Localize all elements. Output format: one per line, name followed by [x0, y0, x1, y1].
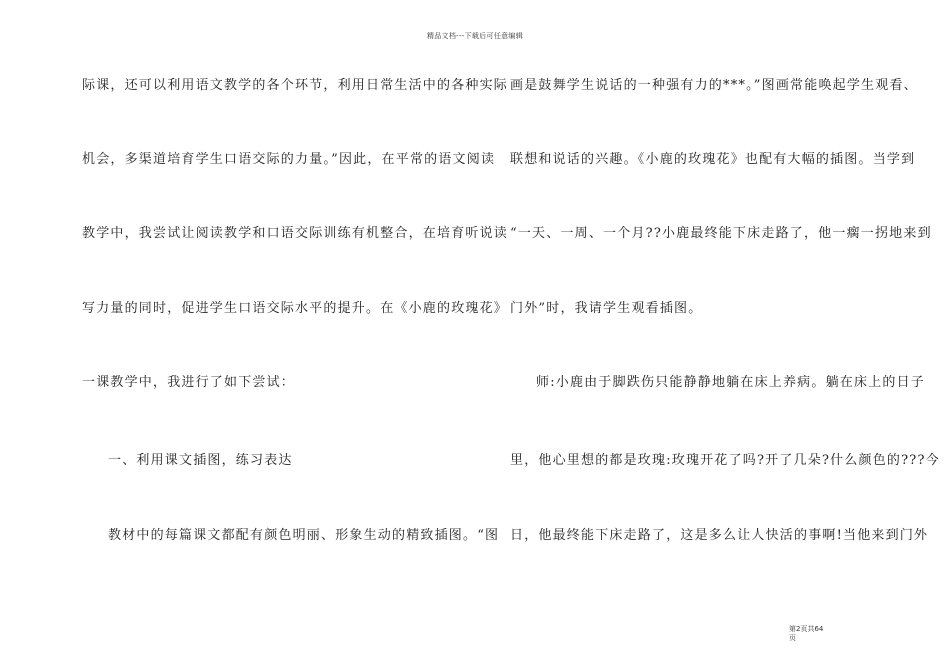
page-number [789, 625, 849, 643]
section-heading: 一、利用课文插图，练习表达 [108, 453, 293, 468]
text-line: 画是鼓舞学生说话的一种强有力的***。”图画常能唤起学生观看、 [510, 78, 918, 93]
text-line: “一天、一周、一个月??小鹿最终能下床走路了，他一瘸一拐地来到 [510, 226, 932, 241]
text-line: 师:小鹿由于脚跌伤只能静静地躺在床上养病。躺在床上的日子 [536, 375, 925, 390]
right-text-column [510, 0, 940, 672]
text-line: 里，他心里想的都是玫瑰:玫瑰开花了吗?开了几朵?什么颜色的???今 [510, 453, 940, 468]
left-text-column [82, 0, 509, 672]
text-line: 日，他最终能下床走路了，这是多么让人快活的事啊!当他来到门外 [510, 528, 929, 543]
page-number-line: 页 [789, 634, 796, 642]
text-line: 门外”时，我请学生观看插图。 [510, 301, 703, 316]
text-line: 写力量的同时，促进学生口语交际水平的提升。在《小鹿的玫瑰花》 [82, 301, 509, 316]
text-line: 一课教学中，我进行了如下尝试： [82, 375, 296, 390]
text-line: 际课，还可以利用语文教学的各个环节，利用日常生活中的各种实际 [82, 78, 509, 93]
text-line: 教材中的每篇课文都配有颜色明丽、形象生动的精致插图。“图 [108, 528, 500, 543]
page-number-line: 第2页共64 [789, 625, 824, 633]
text-line: 联想和说话的兴趣。《小鹿的玫瑰花》也配有大幅的插图。当学到 [510, 152, 916, 167]
text-line: 教学中，我尝试让阅读教学和口语交际训练有机整合，在培育听说读 [82, 226, 509, 241]
text-line: 机会，多渠道培育学生口语交际的力量。”因此，在平常的语文阅读 [82, 152, 496, 167]
page-header: 精品文档---下载后可任意编辑 [426, 32, 524, 40]
